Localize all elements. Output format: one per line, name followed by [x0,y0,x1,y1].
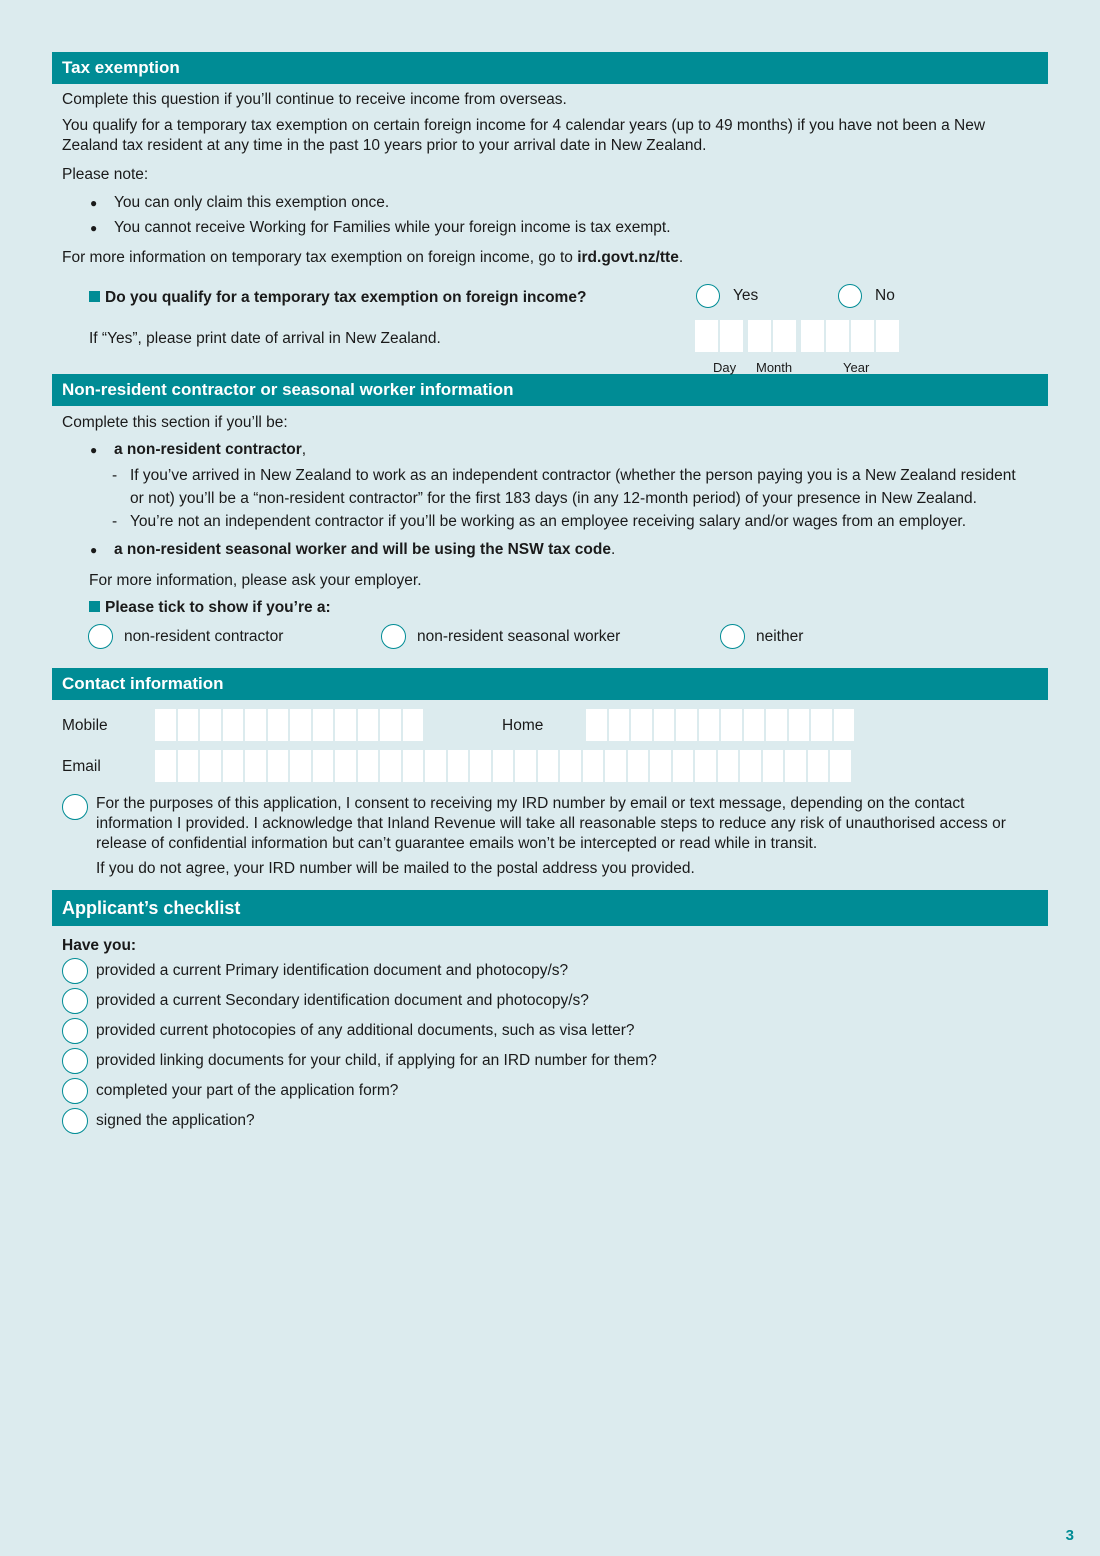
character-box[interactable] [538,750,559,782]
arrival-date-boxes [695,320,899,352]
character-box[interactable] [155,709,176,741]
character-box[interactable] [403,750,424,782]
character-box[interactable] [609,709,630,741]
date-digit-box[interactable] [851,320,874,352]
character-box[interactable] [628,750,649,782]
checklist-checkbox[interactable] [62,1048,88,1074]
character-box[interactable] [515,750,536,782]
checklist-item[interactable]: provided current photocopies of any additional documents, such as visa letter? [52,1016,1048,1046]
tax-more-info: For more information on temporary tax exemption on foreign income, go to ird.govt.nz/tte. [62,249,684,266]
checklist-list [52,956,1048,1136]
section-header-tax-exemption: Tax exemption [52,52,1048,84]
character-box[interactable] [313,750,334,782]
character-box[interactable] [155,750,176,782]
tax-intro: Complete this question if you’ll continue to receive income from overseas. [62,91,567,108]
character-box[interactable] [695,750,716,782]
checklist-checkbox[interactable] [62,988,88,1014]
character-box[interactable] [290,709,311,741]
year-boxes[interactable] [801,320,899,352]
tax-no-option[interactable]: No [838,284,895,308]
date-digit-box[interactable] [695,320,718,352]
character-box[interactable] [178,750,199,782]
character-box[interactable] [583,750,604,782]
checklist-item[interactable]: provided a current Primary identification document and photocopy/s? [52,956,1048,986]
day-boxes[interactable] [695,320,743,352]
character-box[interactable] [425,750,446,782]
checklist-item[interactable]: provided linking documents for your child, if applying for an IRD number for them? [52,1046,1048,1076]
checklist-item[interactable]: provided a current Secondary identification document and photocopy/s? [52,986,1048,1016]
month-boxes[interactable] [748,320,796,352]
contractor-intro: Complete this section if you’ll be: [62,414,288,431]
character-box[interactable] [470,750,491,782]
tax-question: Do you qualify for a temporary tax exemption on foreign income? [89,288,586,308]
consent-checkbox[interactable] [62,794,88,820]
character-box[interactable] [766,709,787,741]
character-box[interactable] [560,750,581,782]
character-box[interactable] [740,750,761,782]
checklist-checkbox[interactable] [62,1108,88,1134]
character-box[interactable] [605,750,626,782]
contractor-dash-2: - You’re not an independent contractor if you’ll be working as an employee receiving salary and/or wages from an employer. [52,512,1048,532]
date-digit-box[interactable] [773,320,796,352]
date-digit-box[interactable] [748,320,771,352]
character-box[interactable] [313,709,334,741]
checklist-item[interactable]: completed your part of the application form? [52,1076,1048,1106]
character-box[interactable] [718,750,739,782]
date-digit-box[interactable] [720,320,743,352]
option-non-resident-contractor[interactable]: non-resident contractor [88,624,283,649]
tax-yes-option[interactable]: Yes [696,284,758,308]
checklist-item[interactable]: signed the application? [52,1106,1048,1136]
checkbox-contractor[interactable] [88,624,113,649]
character-box[interactable] [223,709,244,741]
character-box[interactable] [721,709,742,741]
date-label-day: Day [713,360,737,375]
date-digit-box[interactable] [826,320,849,352]
contractor-tick-prompt: Please tick to show if you’re a: [62,598,1048,618]
character-box[interactable] [699,709,720,741]
contractor-bullet-2: ● a non-resident seasonal worker and will be using the NSW tax code. [52,540,1048,560]
mobile-label: Mobile [62,717,108,734]
character-box[interactable] [223,750,244,782]
form-page [52,52,1048,1136]
character-box[interactable] [811,709,832,741]
checkbox-neither[interactable] [720,624,745,649]
character-box[interactable] [380,709,401,741]
character-box[interactable] [335,709,356,741]
option-seasonal-worker[interactable]: non-resident seasonal worker [381,624,620,649]
character-box[interactable] [448,750,469,782]
radio-yes[interactable] [696,284,720,308]
character-box[interactable] [673,750,694,782]
character-box[interactable] [268,709,289,741]
character-box[interactable] [380,750,401,782]
tax-bullet-1: ● You can only claim this exemption once. [52,193,1048,213]
arrival-date-prompt: If “Yes”, please print date of arrival in New Zealand. [89,330,441,347]
date-digit-box[interactable] [801,320,824,352]
home-phone-input[interactable] [586,709,854,741]
tax-note-label: Please note: [62,166,149,183]
section-header-contractor: Non-resident contractor or seasonal worker information [52,374,1048,406]
consent-disagree-text: If you do not agree, your IRD number will be mailed to the postal address you provided. [96,860,695,877]
checklist-checkbox[interactable] [62,1018,88,1044]
character-box[interactable] [744,709,765,741]
character-box[interactable] [834,709,855,741]
contractor-dash-1: - If you’ve arrived in New Zealand to work as an independent contractor (whether the person paying you is a New Zealand resident or not) you’ll be a “non-resident contractor” for the first 183 days (in any 12-month period) of your presence in New Zealand. [52,465,1048,510]
email-label: Email [62,758,101,775]
mobile-input[interactable] [155,709,423,741]
character-box[interactable] [290,750,311,782]
contractor-bullet-1: ● a non-resident contractor, [52,440,1048,460]
character-box[interactable] [200,709,221,741]
character-box[interactable] [358,750,379,782]
character-box[interactable] [785,750,806,782]
character-box[interactable] [178,709,199,741]
square-marker-icon [89,601,100,612]
character-box[interactable] [654,709,675,741]
date-digit-box[interactable] [876,320,899,352]
home-label: Home [502,717,544,734]
date-label-year: Year [843,360,870,375]
section-header-checklist: Applicant’s checklist [52,890,1048,926]
character-box[interactable] [245,709,266,741]
character-box[interactable] [358,709,379,741]
character-box[interactable] [808,750,829,782]
character-box[interactable] [493,750,514,782]
option-neither[interactable]: neither [720,624,803,649]
character-box[interactable] [586,709,607,741]
radio-no[interactable] [838,284,862,308]
character-box[interactable] [403,709,424,741]
character-box[interactable] [200,750,221,782]
character-box[interactable] [245,750,266,782]
square-marker-icon [89,291,100,302]
character-box[interactable] [789,709,810,741]
section-header-contact: Contact information [52,668,1048,700]
tax-bullet-2: ● You cannot receive Working for Families while your foreign income is tax exempt. [52,218,1048,238]
date-label-month: Month [756,360,793,375]
email-input[interactable] [155,750,851,782]
consent-text: For the purposes of this application, I consent to receiving my IRD number by email or text message, depending on the contact information I provided. I acknowledge that Inland Revenue will take all reasonable steps to reduce any risk of unauthorised access or release of confidential information but can’t guarantee emails won’t be intercepted or read while in transit. [96,795,1006,852]
checklist-checkbox[interactable] [62,958,88,984]
tte-link[interactable]: ird.govt.nz/tte [577,249,679,266]
character-box[interactable] [830,750,851,782]
character-box[interactable] [268,750,289,782]
character-box[interactable] [763,750,784,782]
character-box[interactable] [676,709,697,741]
have-you-label: Have you: [62,937,137,954]
tax-qualify-text: You qualify for a temporary tax exemption on certain foreign income for 4 calendar years (up to 49 months) if you have not been a New Zealand tax resident at any time in the past 10 years prior to your arrival date in New Zealand. [62,117,986,154]
contractor-more-info: For more information, please ask your employer. [89,572,422,589]
checkbox-seasonal-worker[interactable] [381,624,406,649]
character-box[interactable] [631,709,652,741]
checklist-checkbox[interactable] [62,1078,88,1104]
character-box[interactable] [335,750,356,782]
page-number: 3 [1065,1527,1074,1544]
character-box[interactable] [650,750,671,782]
